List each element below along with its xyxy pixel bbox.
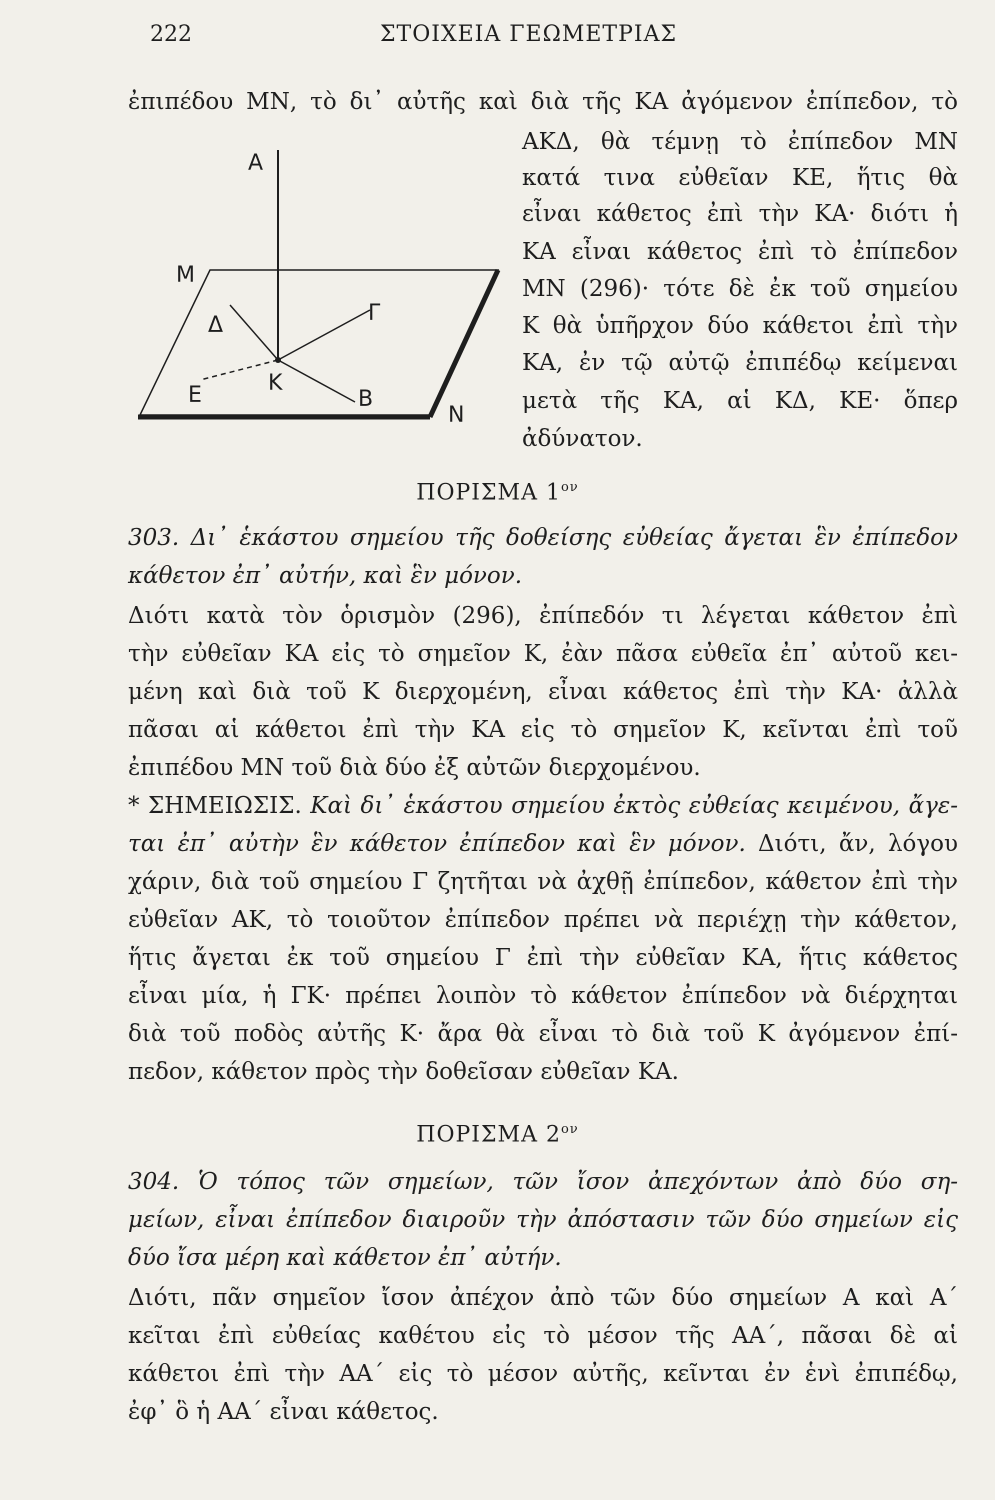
text-line: ΚΑ εἶναι κάθετος ἐπὶ τὸ ἐπίπεδον <box>522 239 958 265</box>
proposition-304: 304. Ὁ τόπος τῶν σημείων, τῶν ἴσον ἀπεχόντων ἀπὸ δύο ση- <box>128 1169 958 1195</box>
text-line: ΜΝ (296)· τότε δὲ ἐκ τοῦ σημείου <box>522 276 958 302</box>
text-line: μένη καὶ διὰ τοῦ Κ διερχομένη, εἶναι κάθετος ἐπὶ τὴν ΚΑ· ἀλλὰ <box>128 679 958 705</box>
text-line: ἐπιπέδου ΜΝ τοῦ διὰ δύο ἐξ αὐτῶν διερχομένου. <box>128 755 701 781</box>
text-line: Διότι κατὰ τὸν ὁρισμὸν (296), ἐπίπεδόν τι λέγεται κάθετον ἐπὶ <box>128 603 958 629</box>
proposition-304: δύο ἴσα μέρη καὶ κάθετον ἐπ᾽ αὐτήν. <box>128 1245 562 1271</box>
label-k: Κ <box>268 371 283 396</box>
text-line: κάθετοι ἐπὶ τὴν ΑΑ΄ εἰς τὸ μέσον αὐτῆς, κεῖνται ἐν ἑνὶ ἐπιπέδῳ, <box>128 1361 958 1387</box>
section-heading-porisma-2: ΠΟΡΙΣΜΑ $2^{o\nu}$ <box>416 1122 579 1148</box>
proposition-303: κάθετον ἐπ᾽ αὐτήν, καὶ ἓν μόνον. <box>128 563 523 589</box>
note-second-line: ται ἐπ᾽ αὐτὴν ἓν κάθετον ἐπίπεδον καὶ ἓν μόνον. Διότι, ἄν, λόγου <box>128 831 958 857</box>
geometry-figure <box>130 140 510 450</box>
text-line: εἶναι μία, ἡ ΓΚ· πρέπει λοιπὸν τὸ κάθετον ἐπίπεδον νὰ διέρχηται <box>128 983 958 1009</box>
text-line: εἶναι κάθετος ἐπὶ τὴν ΚΑ· διότι ἡ <box>522 201 958 227</box>
proposition-303: 303. Δι᾽ ἑκάστου σημείου τῆς δοθείσης εὐθείας ἄγεται ἓν ἐπίπεδον <box>128 525 958 551</box>
label-m: Μ <box>176 263 195 288</box>
note-label: * ΣΗΜΕΙΩΣΙΣ. <box>128 793 302 819</box>
label-e: Ε <box>188 383 202 408</box>
line-kd <box>230 305 278 360</box>
text-line: ἥτις ἄγεται ἐκ τοῦ σημείου Γ ἐπὶ τὴν εὐθεῖαν ΚΑ, ἥτις κάθετος <box>128 945 958 971</box>
text-line: ἐφ᾽ ὃ ἡ ΑΑ΄ εἶναι κάθετος. <box>128 1399 439 1425</box>
text-line: πεδον, κάθετον πρὸς τὴν δοθεῖσαν εὐθεῖαν ΚΑ. <box>128 1059 679 1085</box>
label-b: Β <box>358 387 374 412</box>
label-g: Γ <box>368 301 381 326</box>
text-line: μετὰ τῆς ΚΑ, αἱ ΚΔ, ΚΕ· ὅπερ <box>522 388 958 414</box>
text-line: εὐθεῖαν ΑΚ, τὸ τοιοῦτον ἐπίπεδον πρέπει νὰ περιέχῃ τὴν κάθετον, <box>128 907 958 933</box>
label-a: Α <box>248 151 264 176</box>
text-line: πᾶσαι αἱ κάθετοι ἐπὶ τὴν ΚΑ εἰς τὸ σημεῖον Κ, κεῖνται ἐπὶ τοῦ <box>128 717 958 743</box>
text-line: τὴν εὐθεῖαν ΚΑ εἰς τὸ σημεῖον Κ, ἐὰν πᾶσα εὐθεῖα ἐπ᾽ αὐτοῦ κει- <box>128 641 958 667</box>
point-k <box>275 357 281 363</box>
text-line: Διότι, πᾶν σημεῖον ἴσον ἀπέχον ἀπὸ τῶν δύο σημείων Α καὶ Α΄ <box>128 1285 958 1311</box>
running-title: ΣΤΟΙΧΕΙΑ ΓΕΩΜΕΤΡΙΑΣ <box>380 22 678 47</box>
plane-right-edge <box>430 270 498 417</box>
line-ke <box>200 360 278 380</box>
text-line: χάριν, διὰ τοῦ σημείου Γ ζητῆται νὰ ἀχθῇ ἐπίπεδον, κάθετον ἐπὶ τὴν <box>128 869 958 895</box>
note-first-line: * ΣΗΜΕΙΩΣΙΣ. Καὶ δι᾽ ἑκάστου σημείου ἐκτὸς εὐθείας κειμένου, ἄγε- <box>128 793 958 819</box>
section-heading-porisma-1: ΠΟΡΙΣΜΑ $1^{o\nu}$ <box>416 480 579 506</box>
text-line: ἀδύνατον. <box>522 426 643 452</box>
text-line: διὰ τοῦ ποδὸς αὐτῆς Κ· ἄρα θὰ εἶναι τὸ διὰ τοῦ Κ ἀγόμενον ἐπί- <box>128 1021 958 1047</box>
label-d: Δ <box>208 313 224 338</box>
proposition-304: μείων, εἶναι ἐπίπεδον διαιροῦν τὴν ἀπόστασιν τῶν δύο σημείων εἰς <box>128 1207 958 1233</box>
text-line: Κ θὰ ὑπῆρχον δύο κάθετοι ἐπὶ τὴν <box>522 313 958 339</box>
text-line: ΚΑ, ἐν τῷ αὐτῷ ἐπιπέδῳ κείμεναι <box>522 350 958 376</box>
text-line: ἐπιπέδου ΜΝ, τὸ δι᾽ αὐτῆς καὶ διὰ τῆς ΚΑ ἀγόμενον ἐπίπεδον, τὸ <box>128 89 958 115</box>
text-line: κατά τινα εὐθεῖαν ΚΕ, ἥτις θὰ <box>522 165 958 191</box>
text-line: κεῖται ἐπὶ εὐθείας καθέτου εἰς τὸ μέσον τῆς ΑΑ΄, πᾶσαι δὲ αἱ <box>128 1323 958 1349</box>
line-kb <box>278 360 355 402</box>
page-number: 222 <box>150 22 192 47</box>
text-line: ΑΚΔ, θὰ τέμνῃ τὸ ἐπίπεδον ΜΝ <box>522 129 958 155</box>
label-n: Ν <box>448 403 465 428</box>
line-kg <box>278 310 370 360</box>
